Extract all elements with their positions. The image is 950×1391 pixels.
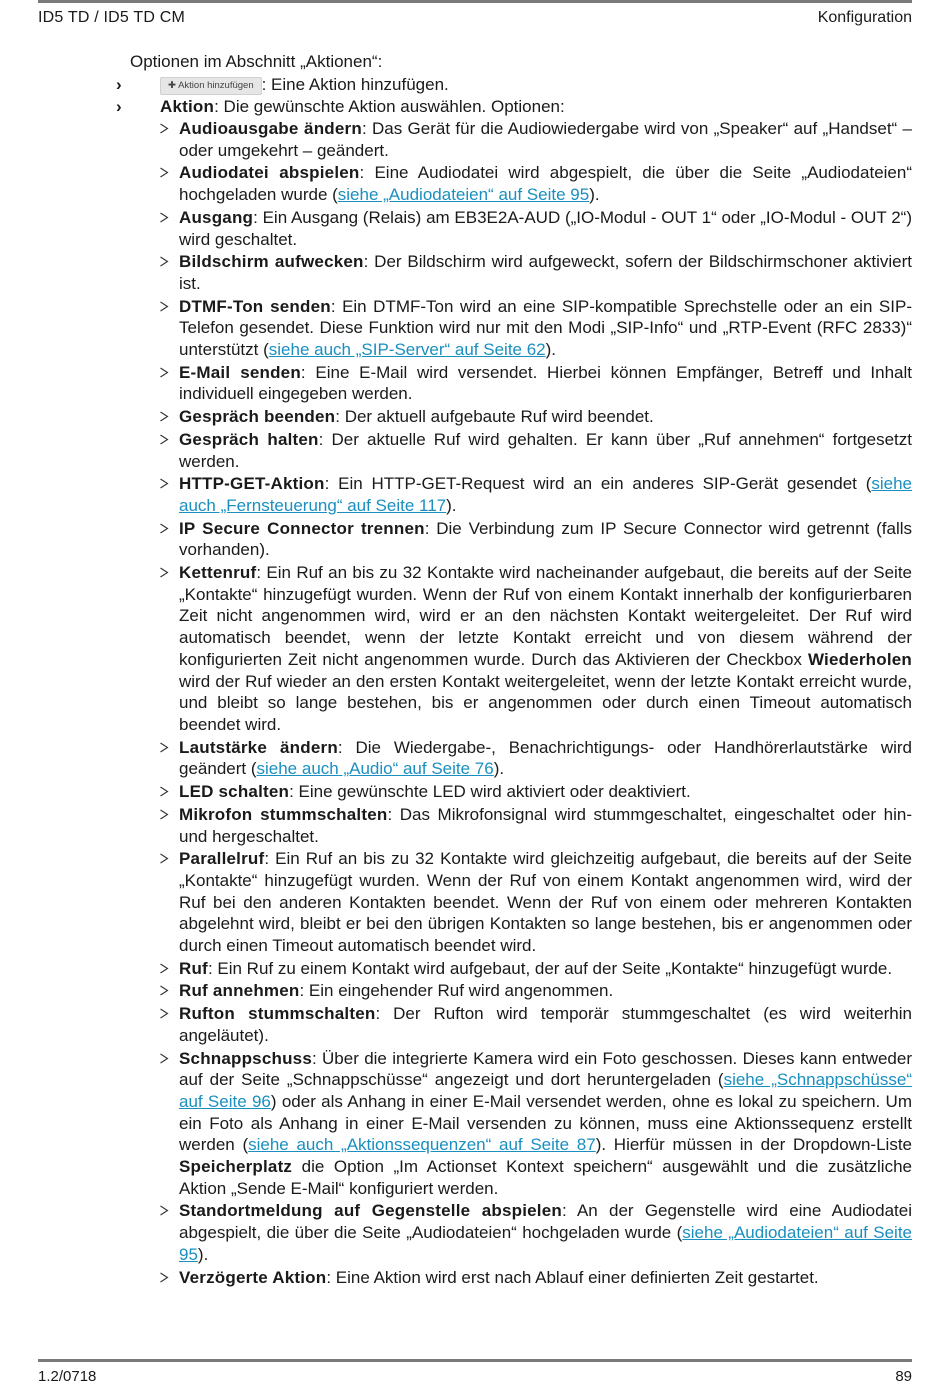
option-item — [179, 296, 912, 361]
option-description: ) oder als Anhang in einer E-Mail versendet werden, ohne es lokal zu speichern. Um ein Foto als Anhang in einer E-Mail versenden zu können, muss eine Aktionssequenz erstellt werden ( — [179, 1091, 912, 1155]
option-term: Audiodatei abspielen — [179, 163, 360, 183]
option-item — [179, 804, 912, 847]
option-description: : Ein Ruf an bis zu 32 Kontakte wird gleichzeitig aufgebaut, die bereits auf der Seite „Kontakte“ hinzugefügt wurden. Wenn der Ruf von einem Kontakt angenommen wird, wird der Ruf bei den anderen Kontakten beendet. Wenn der Ruf von einem oder mehreren Kontakten abgelehnt wird, bleibt er bei den übrigen Kontakten so lange bestehen, bis er angenommen oder durch einen Timeout automatisch beendet wird. — [179, 849, 912, 956]
option-description: : Über die integrierte Kamera wird ein Foto geschossen. Dieses kann entweder auf der Seite „Schnappschüsse“ angezeigt und dort heruntergeladen ( — [179, 1048, 912, 1090]
page-number: 89 — [895, 1368, 912, 1385]
option-description: : An der Gegenstelle wird eine Audiodatei abgespielt, die über die Seite „Audiodateien“ hochgeladen wurde ( — [179, 1201, 912, 1243]
page-content — [116, 51, 913, 1289]
option-item — [179, 251, 912, 294]
option-term: Audioausgabe ändern — [179, 119, 362, 138]
triangle-bullet-icon — [159, 167, 169, 178]
option-term: Rufton stummschalten — [179, 1004, 376, 1024]
option-item — [179, 429, 912, 472]
option-term: Gespräch halten — [179, 429, 319, 449]
option-item — [179, 1048, 912, 1200]
option-description: : Der Bildschirm wird aufgeweckt, sofern der Bildschirmschoner aktiviert ist. — [179, 252, 912, 293]
option-description: : Das Mikrofonsignal wird stummgeschaltet, eingeschaltet oder hin- und hergeschaltet. — [179, 804, 912, 846]
triangle-bullet-icon — [159, 478, 169, 489]
option-term: Ruf — [179, 958, 208, 978]
triangle-bullet-icon — [159, 1008, 169, 1019]
option-description: ). — [545, 340, 557, 360]
option-description: : Ein DTMF-Ton wird an eine SIP-kompatible Sprechstelle oder an ein SIP-Telefon gesendet. Diese Funktion wird nur mit den Modi „SIP-Info“ und „RTP-Event (RFC 2833)“ unterstützt ( — [179, 296, 912, 360]
option-description: : Ein eingehender Ruf wird angenommen. — [299, 981, 614, 1001]
page-header — [38, 0, 912, 33]
triangle-bullet-icon — [159, 523, 169, 534]
option-term: IP Secure Connector trennen — [179, 518, 425, 538]
option-description: ). — [493, 759, 505, 779]
option-term: Parallelruf — [179, 849, 265, 869]
cross-reference-link[interactable]: siehe auch „Aktionssequenzen“ auf Seite 87 — [248, 1135, 596, 1155]
option-description: : Das Gerät für die Audiowiedergabe wird von „Speaker“ auf „Handset“ – oder umgekehrt – geändert. — [179, 119, 912, 160]
intro-text: Optionen im Abschnitt „Aktionen“: — [130, 52, 383, 71]
option-item — [179, 1267, 912, 1289]
action-options-list — [130, 118, 912, 1288]
cross-reference-link[interactable]: siehe auch „Fernsteuerung“ auf Seite 117 — [179, 474, 912, 515]
triangle-bullet-icon — [159, 1053, 169, 1064]
triangle-bullet-icon — [159, 434, 169, 445]
action-text: : Die gewünschte Aktion auswählen. Optionen: — [214, 97, 565, 116]
option-item — [179, 406, 912, 428]
option-description: : Der aktuell aufgebaute Ruf wird beendet. — [335, 407, 654, 427]
option-description: wird der Ruf wieder an den ersten Kontakt weitergeleitet, wenn der letzte Kontakt erreicht wurde, und bleibt so lange bestehen, bis er angenommen oder durch einen Timeout automatisch beendet wird. — [179, 671, 912, 734]
list-item-action — [116, 96, 912, 118]
option-term: Schnappschuss — [179, 1048, 312, 1068]
ui-term: Speicherplatz — [179, 1157, 293, 1177]
option-term: Bildschirm aufwecken — [179, 252, 364, 272]
option-description: ). — [446, 495, 457, 515]
cross-reference-link[interactable]: siehe auch „SIP-Server“ auf Seite 62 — [268, 340, 546, 360]
option-description: : Ein Ruf zu einem Kontakt wird aufgebaut, der auf der Seite „Kontakte“ hinzugefügt wurde. — [207, 958, 893, 978]
cross-reference-link[interactable]: siehe „Audiodateien“ auf Seite 95 — [179, 1223, 912, 1264]
triangle-bullet-icon — [159, 1272, 169, 1283]
option-description: : Ein Ausgang (Relais) am EB3E2A-AUD („IO-Modul - OUT 1“ oder „IO-Modul - OUT 2“) wird geschaltet. — [179, 207, 912, 249]
option-term: HTTP-GET-Aktion — [179, 474, 325, 494]
option-description: : Eine Aktion wird erst nach Ablauf einer definierten Zeit gestartet. — [326, 1267, 819, 1287]
option-item — [179, 518, 912, 561]
option-term: Mikrofon stummschalten — [179, 804, 388, 824]
option-item — [179, 737, 912, 780]
option-item — [179, 118, 912, 161]
option-item — [179, 980, 912, 1002]
option-description: : Der aktuelle Ruf wird gehalten. Er kann über „Ruf annehmen“ fortgesetzt werden. — [179, 429, 912, 471]
option-description: : Eine gewünschte LED wird aktiviert oder deaktiviert. — [289, 782, 691, 802]
option-item — [179, 162, 912, 205]
triangle-bullet-icon — [159, 567, 169, 578]
option-description: ). Hierfür müssen in der Dropdown-Liste — [595, 1135, 912, 1155]
option-item — [179, 958, 912, 980]
option-item — [179, 1200, 912, 1265]
option-item — [179, 207, 912, 250]
triangle-bullet-icon — [159, 786, 169, 797]
cross-reference-link[interactable]: siehe „Schnappschüsse“ auf Seite 96 — [179, 1070, 912, 1111]
triangle-bullet-icon — [159, 742, 169, 753]
cross-reference-link[interactable]: siehe auch „Audio“ auf Seite 76 — [256, 759, 494, 779]
triangle-bullet-icon — [159, 212, 169, 223]
option-term: Standortmeldung auf Gegenstelle abspielen — [179, 1201, 562, 1221]
option-description: ). — [197, 1244, 209, 1264]
option-term: Gespräch beenden — [179, 407, 336, 427]
triangle-bullet-icon — [159, 301, 169, 312]
option-item — [179, 362, 912, 405]
cross-reference-link[interactable]: siehe „Audiodateien“ auf Seite 95 — [337, 185, 590, 205]
option-description: : Ein Ruf an bis zu 32 Kontakte wird nacheinander aufgebaut, die bereits auf der Seite „Kontakte“ hinzugefügt wurden. Wenn der Ruf von einem Kontakt innerhalb der konfigurierbaren Zeit nicht angenommen wird, wird er an den nächsten Kontakt weitergeleitet. Der Ruf wird automatisch beendet, wenn der letzte Kontakt erreicht und von diesem während der konfigurierten Zeit nicht angenommen wurde. Durch das Aktivieren der Checkbox — [179, 563, 912, 669]
triangle-bullet-icon — [159, 256, 169, 267]
triangle-bullet-icon — [159, 963, 169, 974]
triangle-bullet-icon — [159, 985, 169, 996]
list-item-add-action — [116, 74, 912, 96]
option-description: : Die Wiedergabe-, Benachrichtigungs- oder Handhörerlautstärke wird geändert ( — [179, 737, 913, 779]
option-item — [179, 781, 912, 803]
action-term: Aktion — [160, 97, 215, 116]
footer-version: 1.2/0718 — [38, 1368, 97, 1385]
chevron-right-icon: › — [116, 75, 122, 94]
add-action-button-label: Aktion hinzufügen — [178, 80, 254, 91]
triangle-bullet-icon — [159, 853, 169, 864]
triangle-bullet-icon — [159, 1205, 169, 1216]
add-action-button[interactable]: ✚ Aktion hinzufügen — [160, 77, 262, 95]
option-description: : Eine E-Mail wird versendet. Hierbei können Empfänger, Betreff und Inhalt individuell eingegeben werden. — [179, 362, 912, 404]
ui-term: Wiederholen — [807, 649, 912, 669]
option-term: Ausgang — [179, 207, 254, 227]
option-item — [179, 473, 912, 516]
triangle-bullet-icon — [159, 411, 169, 422]
page-footer — [38, 1359, 912, 1391]
triangle-bullet-icon — [159, 367, 169, 378]
option-description: : Ein HTTP-GET-Request wird an ein anderes SIP-Gerät gesendet ( — [324, 474, 872, 494]
option-term: Verzögerte Aktion — [179, 1267, 327, 1287]
option-item — [179, 848, 912, 957]
option-term: Ruf annehmen — [179, 981, 300, 1001]
option-term: E-Mail senden — [179, 362, 301, 382]
option-description: die Option „Im Actionset Kontext speichern“ ausgewählt und die zusätzliche Aktion „Sende E-Mail“ konfiguriert werden. — [179, 1157, 912, 1198]
triangle-bullet-icon — [159, 809, 169, 820]
chevron-right-icon: › — [116, 97, 122, 116]
header-product-name: ID5 TD / ID5 TD CM — [38, 9, 186, 26]
option-description: ). — [589, 185, 600, 205]
option-item — [179, 1003, 912, 1046]
header-section-title: Konfiguration — [817, 9, 912, 26]
triangle-bullet-icon — [159, 123, 169, 134]
option-term: LED schalten — [179, 782, 290, 802]
add-action-text: : Eine Aktion hinzufügen. — [261, 75, 449, 94]
option-item — [179, 562, 912, 736]
option-term: Kettenruf — [179, 563, 257, 583]
option-description: : Die Verbindung zum IP Secure Connector wird getrennt (falls vorhanden). — [179, 518, 912, 560]
option-description: : Eine Audiodatei wird abgespielt, die über die Seite „Audiodateien“ hochgeladen wurde ( — [179, 163, 912, 205]
option-term: DTMF-Ton senden — [179, 296, 331, 316]
option-term: Lautstärke ändern — [179, 737, 338, 757]
option-description: : Der Rufton wird temporär stummgeschaltet (es wird weiterhin angeläutet). — [179, 1004, 912, 1045]
